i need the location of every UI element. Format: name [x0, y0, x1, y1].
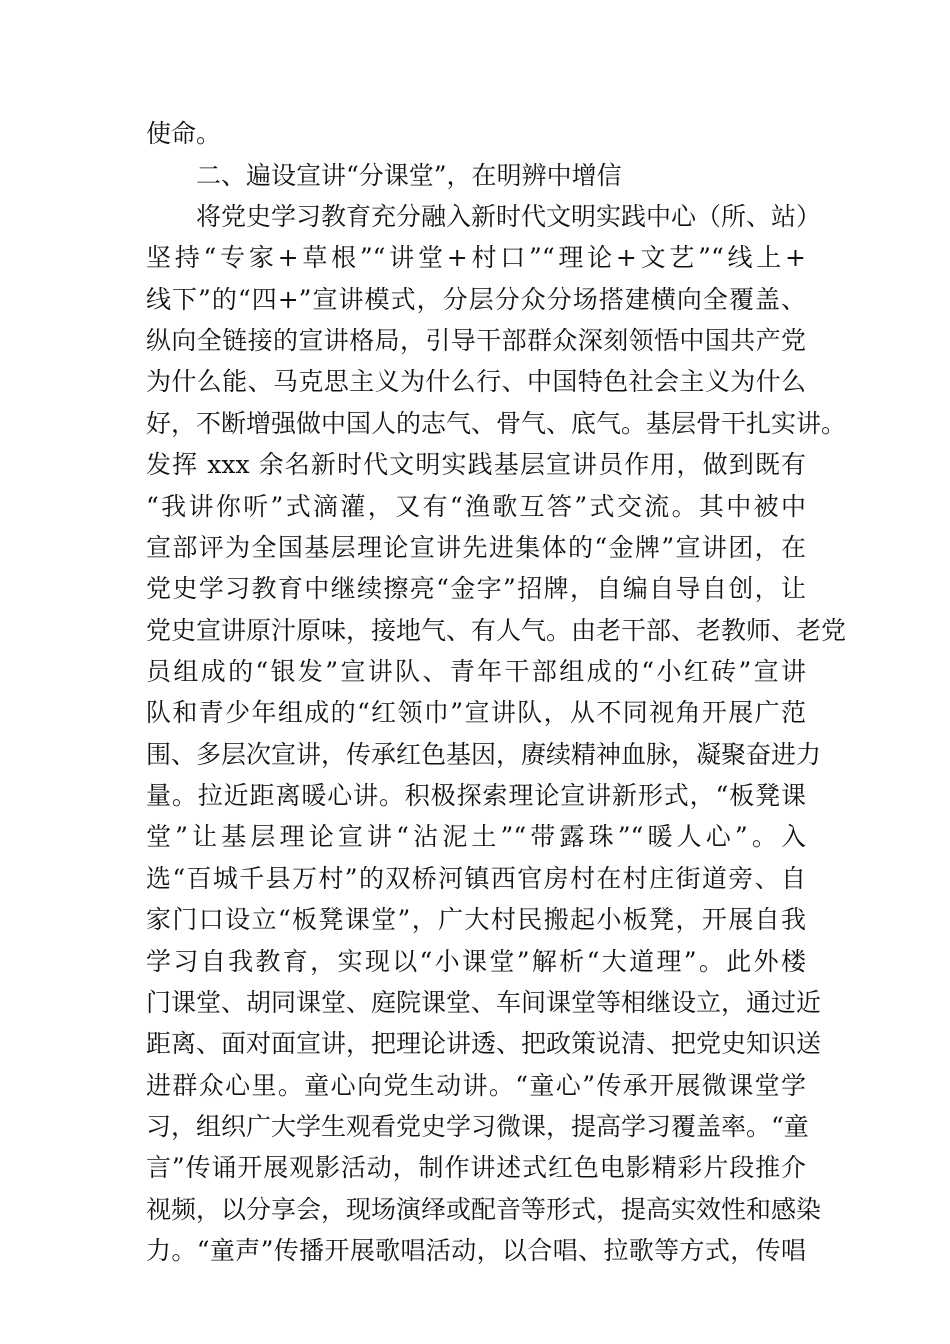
body-text-line: 党史学习教育中继续擦亮“金字”招牌，自编自导自创，让 [146, 574, 806, 603]
body-text-line: 距离、面对面宣讲，把理论讲透、把政策说清、把党史知识送 [146, 1029, 822, 1058]
body-text-line: 选“百城千县万村”的双桥河镇西官房村在村庄街道旁、自 [146, 864, 806, 893]
body-text-line: 堂”让基层理论宣讲“沾泥土”“带露珠”“暖人心”。入 [146, 822, 806, 851]
body-text-line: 门课堂、胡同课堂、庭院课堂、车间课堂等相继设立，通过近 [146, 988, 822, 1017]
body-text-line: 纵向全链接的宣讲格局，引导干部群众深刻领悟中国共产党 [146, 326, 806, 355]
body-text-line: 好，不断增强做中国人的志气、骨气、底气。基层骨干扎实讲。 [146, 409, 847, 438]
body-text-line: 进群众心里。童心向党生动讲。“童心”传承开展微课堂学 [146, 1071, 806, 1100]
body-text-line: 发挥 xxx 余名新时代文明实践基层宣讲员作用，做到既有 [146, 450, 806, 479]
body-text-line: “我讲你听”式滴灌，又有“渔歌互答”式交流。其中被中 [146, 492, 806, 521]
body-text-line: 坚持“专家+草根”“讲堂+村口”“理论+文艺”“线上+ [146, 243, 806, 272]
body-text-line: 宣部评为全国基层理论宣讲先进集体的“金牌”宣讲团，在 [146, 533, 806, 562]
body-text-line: 量。拉近距离暖心讲。积极探索理论宣讲新形式，“板凳课 [146, 781, 806, 810]
body-text-line: 为什么能、马克思主义为什么行、中国特色社会主义为什么 [146, 367, 806, 396]
body-text-line: 线下”的“四+”宣讲模式，分层分众分场搭建横向全覆盖、 [146, 285, 806, 314]
body-text-line: 员组成的“银发”宣讲队、青年干部组成的“小红砖”宣讲 [146, 657, 806, 686]
body-text-line: 视频，以分享会，现场演绎或配音等形式，提高实效性和感染 [146, 1195, 822, 1224]
body-text-line: 学习自我教育，实现以“小课堂”解析“大道理”。此外楼 [146, 947, 806, 976]
body-text-line: 使命。 [146, 119, 222, 148]
body-text-line: 习，组织广大学生观看党史学习微课，提高学习覆盖率。“童 [146, 1112, 809, 1141]
body-text-line: 围、多层次宣讲，传承红色基因，赓续精神血脉，凝聚奋进力 [146, 740, 822, 769]
body-text-line: 党史宣讲原汁原味，接地气、有人气。由老干部、老教师、老党 [146, 616, 847, 645]
body-text-line: 力。“童声”传播开展歌唱活动，以合唱、拉歌等方式，传唱 [146, 1236, 806, 1265]
paragraph-first-line: 将党史学习教育充分融入新时代文明实践中心（所、站） [196, 202, 822, 231]
body-text-line: 队和青少年组成的“红领巾”宣讲队，从不同视角开展广范 [146, 698, 806, 727]
body-text-line: 家门口设立“板凳课堂”，广大村民搬起小板凳，开展自我 [146, 905, 806, 934]
body-text-line: 言”传诵开展观影活动，制作讲述式红色电影精彩片段推介 [146, 1153, 806, 1182]
section-heading: 二、遍设宣讲“分课堂”，在明辨中增信 [196, 161, 622, 190]
